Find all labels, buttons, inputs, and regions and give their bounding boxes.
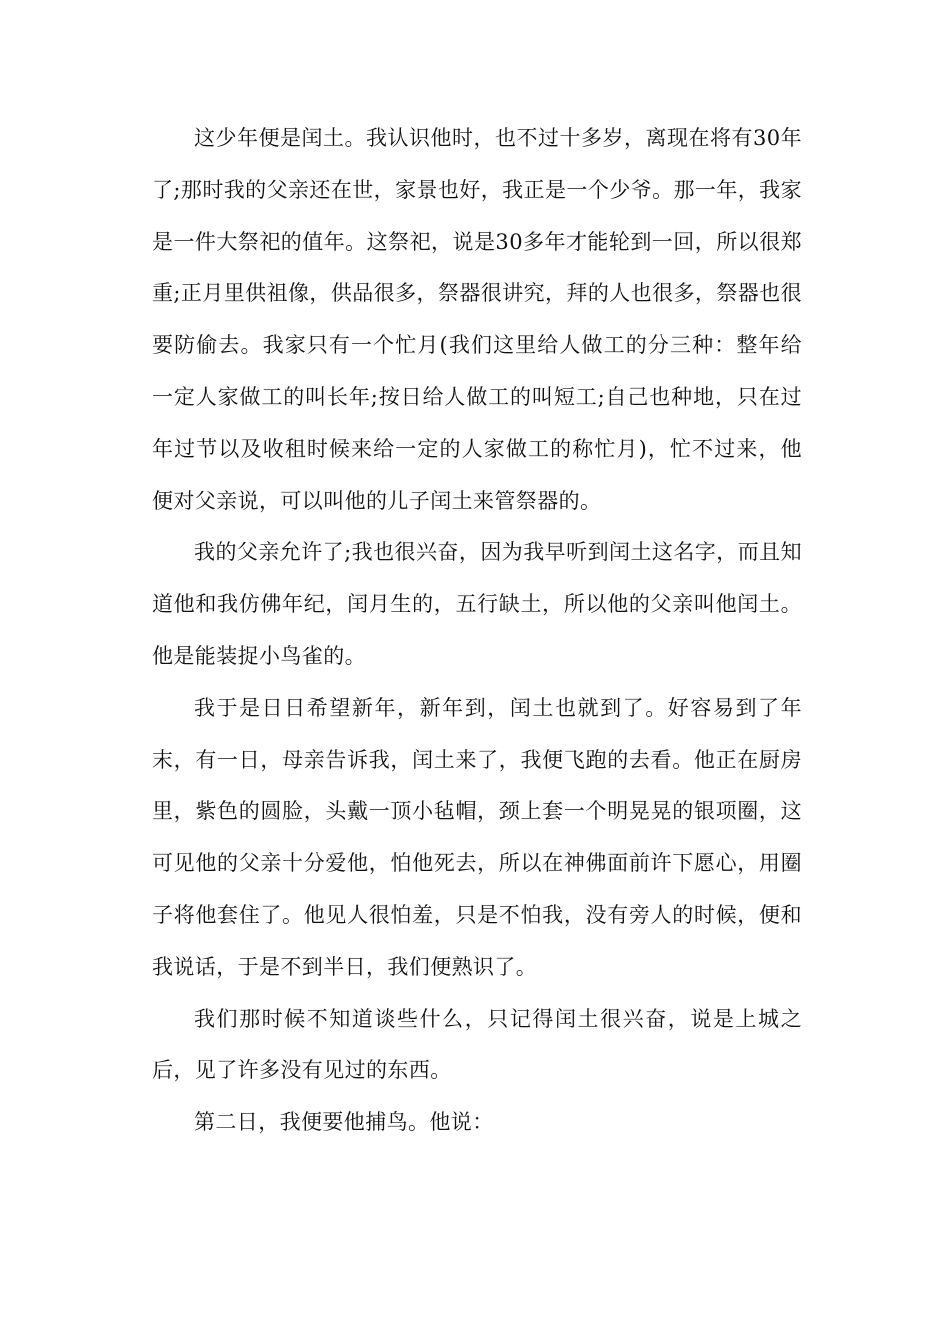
paragraph-1: 这少年便是闰土。我认识他时，也不过十多岁，离现在将有30年了;那时我的父亲还在世，家景也好，我正是一个少爷。那一年，我家是一件大祭祀的值年。这祭祀，说是30多年才能轮到一回，所以很郑重;正月里供祖像，供品很多，祭器很讲究，拜的人也很多，祭器也很要防偷去。我家只有一个忙月(我们这里给人做工的分三种：整年给一定人家做工的叫长年;按日给人做工的叫短工;自己也种地，只在过年过节以及收租时候来给一定的人家做工的称忙月)，忙不过来，他便对父亲说，可以叫他的儿子闰土来管祭器的。 [152, 126, 802, 513]
document-body [152, 113, 802, 1149]
paragraph-3: 我于是日日希望新年，新年到，闰土也就到了。好容易到了年末，有一日，母亲告诉我，闰土来了，我便飞跑的去看。他正在厨房里，紫色的圆脸，头戴一顶小毡帽，颈上套一个明晃晃的银项圈，这可见他的父亲十分爱他，怕他死去，所以在神佛面前许下愿心，用圈子将他套住了。他见人很怕羞，只是不怕我，没有旁人的时候，便和我说话，于是不到半日，我们便熟识了。 [152, 695, 802, 979]
paragraph-4: 我们那时候不知道谈些什么，只记得闰土很兴奋，说是上城之后，见了许多没有见过的东西。 [152, 1006, 802, 1083]
paragraph-5: 第二日，我便要他捕鸟。他说： [194, 1110, 494, 1135]
paragraph-2: 我的父亲允许了;我也很兴奋，因为我早听到闰土这名字，而且知道他和我仿佛年纪，闰月生的，五行缺土，所以他的父亲叫他闰土。他是能装捉小鸟雀的。 [152, 540, 802, 668]
